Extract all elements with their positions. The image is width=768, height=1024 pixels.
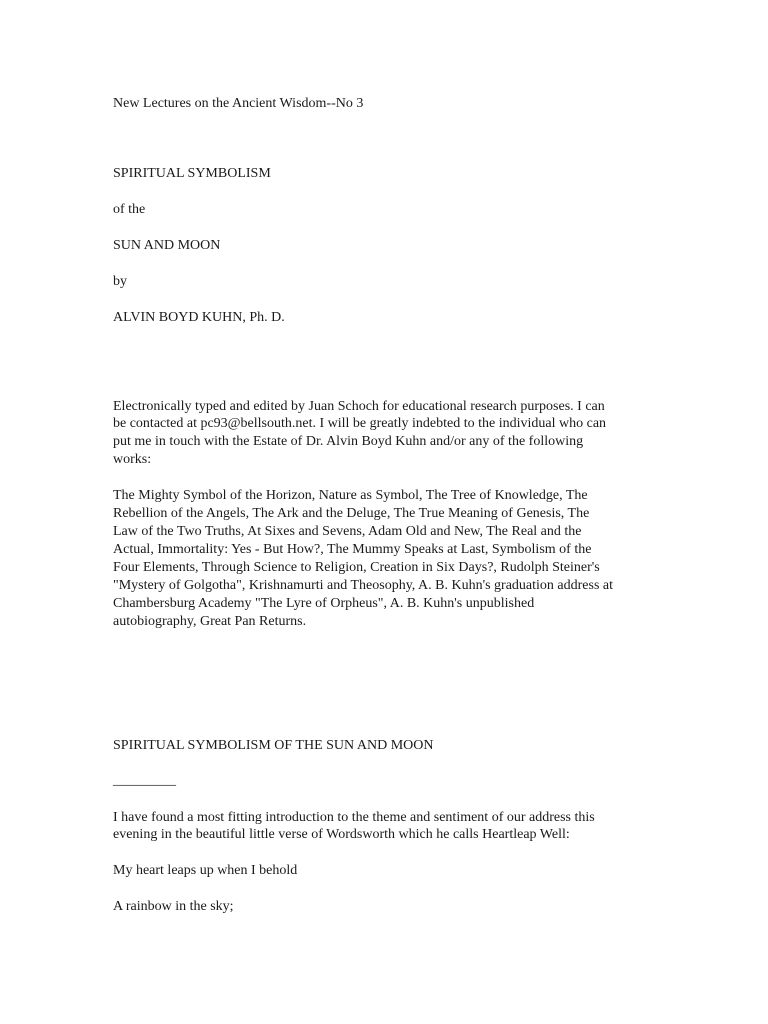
section-heading: SPIRITUAL SYMBOLISM OF THE SUN AND MOON — [113, 738, 434, 753]
works-list-line: "Mystery of Golgotha", Krishnamurti and Theosophy, A. B. Kuhn's graduation address at — [113, 578, 613, 593]
separator-rule: _________ — [113, 773, 176, 788]
editor-note-line: be contacted at pc93@bellsouth.net. I will be greatly indebted to the individual who can — [113, 416, 607, 431]
by-line: by — [113, 274, 127, 289]
works-list-line: Four Elements, Through Science to Religion, Creation in Six Days?, Rudolph Steiner's — [113, 560, 600, 575]
title-line-3: SUN AND MOON — [113, 238, 221, 253]
author-name: ALVIN BOYD KUHN, Ph. D. — [113, 310, 285, 325]
editor-note-line: Electronically typed and edited by Juan Schoch for educational research purposes. I can — [113, 399, 605, 414]
verse-line: A rainbow in the sky; — [113, 899, 234, 914]
intro-line: evening in the beautiful little verse of Wordsworth which he calls Heartleap Well: — [113, 827, 570, 842]
editor-note-line: works: — [113, 452, 152, 467]
works-list-line: Law of the Two Truths, At Sixes and Sevens, Adam Old and New, The Real and the — [113, 524, 582, 539]
title-line-2: of the — [113, 202, 146, 217]
works-list-line: Chambersburg Academy "The Lyre of Orpheus", A. B. Kuhn's unpublished — [113, 596, 535, 611]
works-list-line: The Mighty Symbol of the Horizon, Nature as Symbol, The Tree of Knowledge, The — [113, 488, 588, 503]
title-line-1: SPIRITUAL SYMBOLISM — [113, 166, 271, 181]
works-list-line: Actual, Immortality: Yes - But How?, The Mummy Speaks at Last, Symbolism of the — [113, 542, 592, 557]
intro-line: I have found a most fitting introduction to the theme and sentiment of our address this — [113, 810, 595, 825]
works-list-line: Rebellion of the Angels, The Ark and the Deluge, The True Meaning of Genesis, The — [113, 506, 590, 521]
works-list-line: autobiography, Great Pan Returns. — [113, 614, 307, 629]
verse-line: My heart leaps up when I behold — [113, 863, 298, 878]
series-title: New Lectures on the Ancient Wisdom--No 3 — [113, 96, 364, 111]
editor-note-line: put me in touch with the Estate of Dr. Alvin Boyd Kuhn and/or any of the following — [113, 434, 584, 449]
